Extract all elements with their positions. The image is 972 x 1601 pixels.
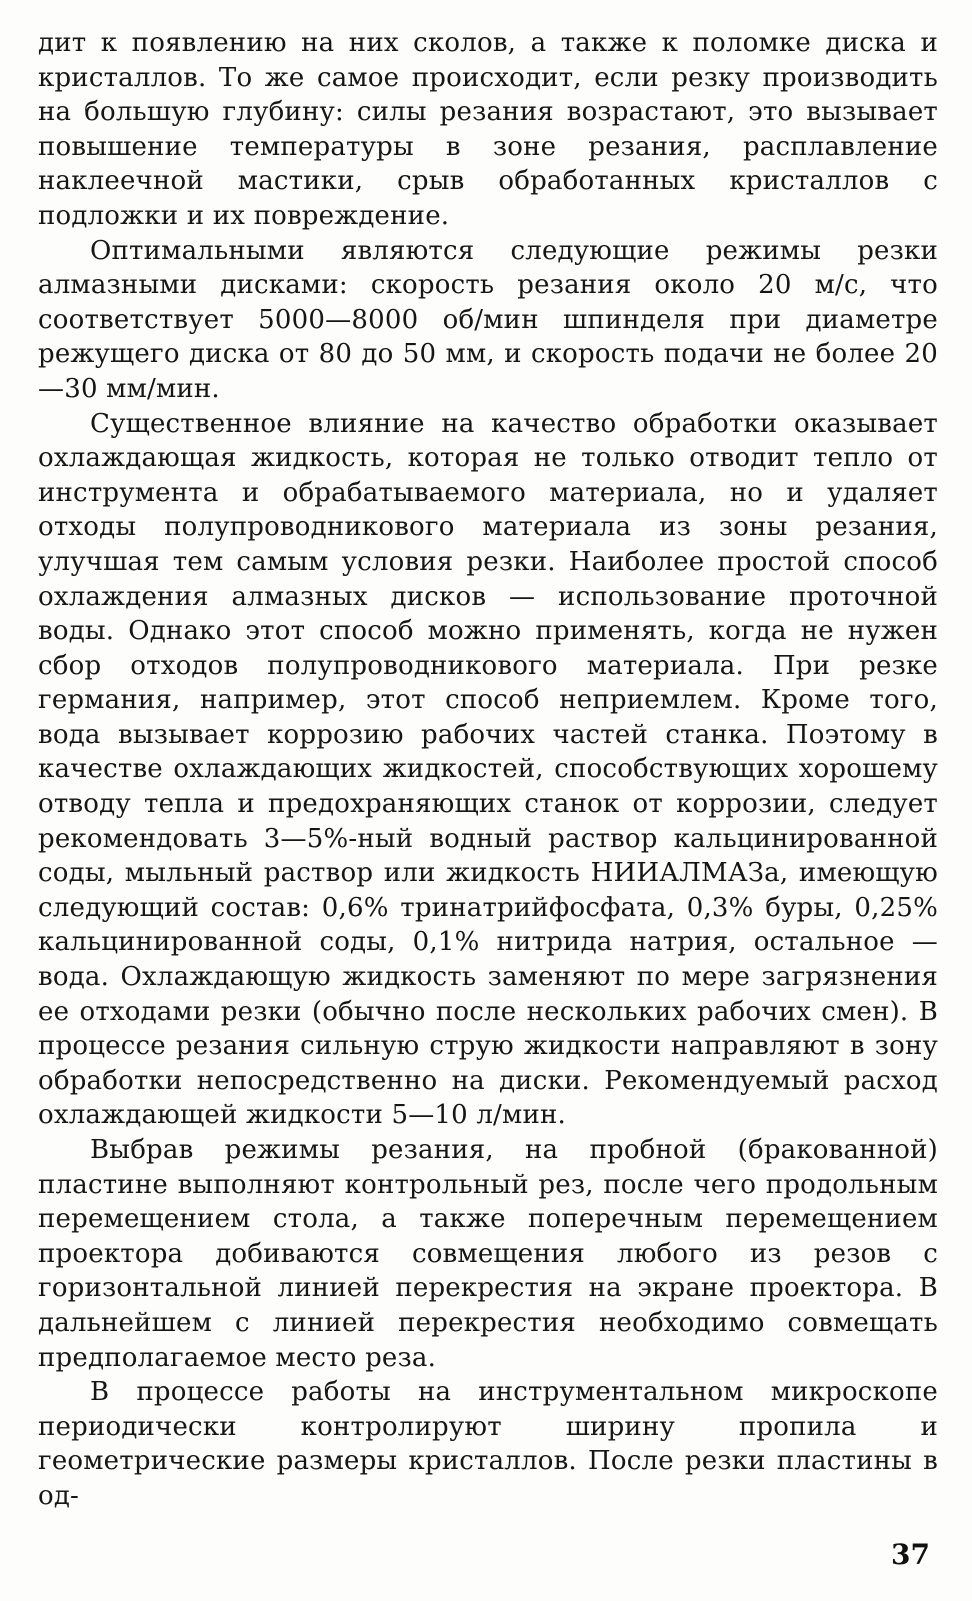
page-number: 37: [891, 1538, 930, 1571]
paragraph-2: Оптимальными являются следующие режимы резки алмазными дисками: скорость резания около 20 м/с, что соответствует 5000—8000 об/мин шпинделя при диаметре режущего диска от 80 до 50 мм, и скорость подачи не более 20—30 мм/мин.: [38, 235, 938, 404]
paragraph-4: Выбрав режимы резания, на пробной (бракованной) пластине выполняют контрольный рез, после чего продольным перемещением стола, а также поперечным перемещением проектора добиваются совмещения любого из резов с горизонтальной линией перекрестия на экране проектора. В дальнейшем с линией перекрестия необходимо совмещать предполагаемое место реза.: [38, 1135, 938, 1373]
paragraph-3: Существенное влияние на качество обработки оказывает охлаждающая жидкость, которая не только отводит тепло от инструмента и обрабатываемого материала, но и удаляет отходы полупроводникового материала из зоны резания, улучшая тем самым условия резки. Наиболее простой способ охлаждения алмазных дисков — использование проточной воды. Однако этот способ можно применять, когда не нужен сбор отходов полупроводникового материала. При резке германия, например, этот способ неприемлем. Кроме того, вода вызывает коррозию рабочих частей станка. Поэтому в качестве охлаждающих жидкостей, способствующих хорошему отводу тепла и предохраняющих станок от коррозии, следует рекомендовать 3—5%-ный водный раствор кальцинированной соды, мыльный раствор или жидкость НИИАЛМАЗа, имеющую следующий состав: 0,6% тринатрийфосфата, 0,3% буры, 0,25% кальцинированной соды, 0,1% нитрида натрия, остальное — вода. Охлаждающую жидкость заменяют по мере загрязнения ее отходами резки (обычно после нескольких рабочих смен). В процессе резания сильную струю жидкости направляют в зону обработки непосредственно на диски. Рекомендуемый расход охлаждающей жидкости 5—10 л/мин.: [38, 408, 938, 1131]
paragraph-5: В процессе работы на инструментальном микроскопе периодически контролируют ширину пропила и геометрические размеры кристаллов. После резки пластины в од-: [38, 1377, 938, 1511]
paragraph-1: дит к появлению на них сколов, а также к поломке диска и кристаллов. То же самое происходит, если резку производить на большую глубину: силы резания возрастают, это вызывает повышение температуры в зоне резания, расплавление наклеечной мастики, срыв обработанных кристаллов с подложки и их повреждение.: [38, 28, 938, 231]
body-text: [38, 26, 938, 1514]
